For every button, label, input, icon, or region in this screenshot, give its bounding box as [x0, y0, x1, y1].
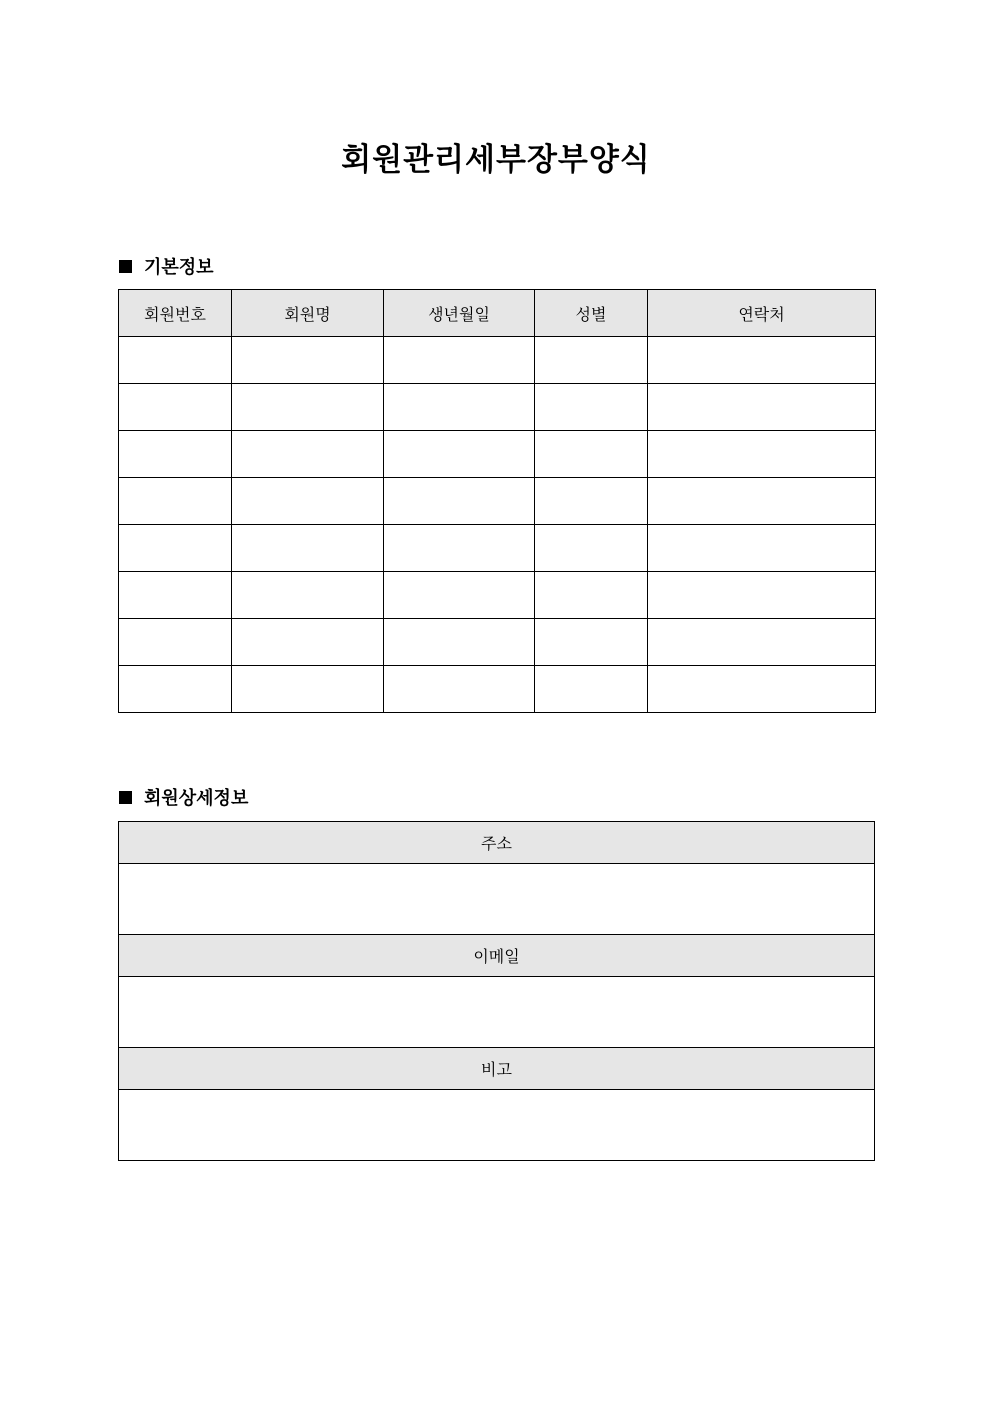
- table-cell[interactable]: [119, 431, 232, 478]
- document-title: 회원관리세부장부양식: [341, 142, 651, 178]
- table-cell[interactable]: [232, 384, 384, 431]
- table-row: [119, 525, 876, 572]
- table-cell[interactable]: [535, 666, 648, 713]
- table-cell[interactable]: [384, 431, 535, 478]
- table-cell[interactable]: [648, 337, 876, 384]
- remarks-label: 비고: [119, 1048, 875, 1090]
- table-cell[interactable]: [384, 572, 535, 619]
- table-cell[interactable]: [535, 337, 648, 384]
- table-cell[interactable]: [648, 619, 876, 666]
- detail-info-heading-label: 회원상세정보: [144, 788, 249, 809]
- column-header-birthdate: 생년월일: [384, 290, 535, 337]
- table-cell[interactable]: [119, 337, 232, 384]
- table-cell[interactable]: [232, 431, 384, 478]
- table-cell[interactable]: [648, 431, 876, 478]
- table-cell[interactable]: [232, 572, 384, 619]
- remarks-value-row: [119, 1090, 875, 1161]
- table-cell[interactable]: [648, 384, 876, 431]
- table-row: [119, 384, 876, 431]
- table-cell[interactable]: [119, 666, 232, 713]
- email-value-row: [119, 977, 875, 1048]
- table-cell[interactable]: [232, 525, 384, 572]
- table-cell[interactable]: [648, 525, 876, 572]
- table-row: [119, 478, 876, 525]
- table-cell[interactable]: [535, 478, 648, 525]
- table-cell[interactable]: [119, 572, 232, 619]
- table-cell[interactable]: [232, 666, 384, 713]
- basic-info-heading: [119, 253, 214, 279]
- basic-info-heading-label: 기본정보: [144, 257, 214, 278]
- table-cell[interactable]: [648, 478, 876, 525]
- table-cell[interactable]: [384, 666, 535, 713]
- remarks-header-row: [119, 1048, 875, 1090]
- column-header-gender: 성별: [535, 290, 648, 337]
- table-row: [119, 619, 876, 666]
- detail-info-heading: [119, 784, 248, 810]
- table-cell[interactable]: [119, 478, 232, 525]
- address-field[interactable]: [119, 864, 875, 935]
- square-bullet-icon: [119, 791, 132, 804]
- column-header-member-number: 회원번호: [119, 290, 232, 337]
- table-row: [119, 431, 876, 478]
- table-cell[interactable]: [232, 337, 384, 384]
- table-cell[interactable]: [648, 666, 876, 713]
- table-cell[interactable]: [232, 478, 384, 525]
- table-cell[interactable]: [384, 337, 535, 384]
- table-cell[interactable]: [384, 525, 535, 572]
- table-cell[interactable]: [535, 619, 648, 666]
- column-header-contact: 연락처: [648, 290, 876, 337]
- email-field[interactable]: [119, 977, 875, 1048]
- basic-info-table: [118, 289, 876, 713]
- table-row: [119, 666, 876, 713]
- address-header-row: [119, 822, 875, 864]
- square-bullet-icon: [119, 260, 132, 273]
- address-label: 주소: [119, 822, 875, 864]
- table-row: [119, 572, 876, 619]
- email-header-row: [119, 935, 875, 977]
- column-header-member-name: 회원명: [232, 290, 384, 337]
- table-cell[interactable]: [535, 384, 648, 431]
- email-label: 이메일: [119, 935, 875, 977]
- table-header-row: [119, 290, 876, 337]
- table-cell[interactable]: [384, 384, 535, 431]
- table-cell[interactable]: [232, 619, 384, 666]
- remarks-field[interactable]: [119, 1090, 875, 1161]
- table-cell[interactable]: [535, 525, 648, 572]
- table-cell[interactable]: [384, 478, 535, 525]
- table-cell[interactable]: [119, 619, 232, 666]
- address-value-row: [119, 864, 875, 935]
- table-cell[interactable]: [535, 431, 648, 478]
- table-cell[interactable]: [648, 572, 876, 619]
- table-cell[interactable]: [119, 525, 232, 572]
- table-row: [119, 337, 876, 384]
- table-cell[interactable]: [119, 384, 232, 431]
- table-cell[interactable]: [535, 572, 648, 619]
- table-cell[interactable]: [384, 619, 535, 666]
- detail-info-table: [118, 821, 875, 1161]
